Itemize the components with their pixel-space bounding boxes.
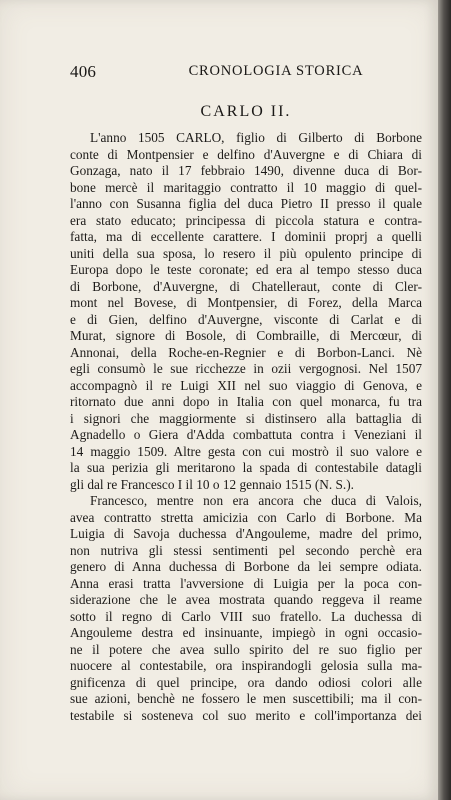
text-line: non nutriva gli stessi sentimenti pel secondo perchè era bbox=[70, 542, 422, 558]
running-head: CRONOLOGIA STORICA bbox=[188, 63, 364, 79]
text-line: conte di Montpensier e delfino d'Auvergne e di Chiara di bbox=[70, 146, 422, 162]
text-line: di Borbone, d'Auvergne, di Chatelleraut, conte di Cler- bbox=[70, 278, 422, 294]
text-line: gnificenza di quel principe, ora dando odiosi colori alle bbox=[70, 674, 422, 690]
text-line: testabile si sosteneva col suo merito e coll'importanza dei bbox=[70, 707, 422, 723]
text-line: sotto il regno di Carlo VIII suo fratello. La duchessa di bbox=[70, 608, 422, 624]
text-line: uniti della sua sposa, lo resero il più opulento principe di bbox=[70, 245, 422, 261]
text-line: Angouleme destra ed insinuante, impiegò in ogni occasio- bbox=[70, 625, 422, 640]
text-line: Anna erasi tratta l'avversione di Luigia per la poca con- bbox=[70, 575, 422, 591]
text-line: bone mercè il maritaggio contratto il 10 maggio di quel- bbox=[70, 179, 422, 195]
page-edge bbox=[438, 0, 451, 800]
text-line: Francesco, mentre non era ancora che duca di Valois, bbox=[90, 493, 422, 508]
text-line: ne il potere che avea sullo spirito del re suo figlio per bbox=[70, 641, 422, 657]
text-line: genero di Anna duchessa di Borbone da lei sempre odiata. bbox=[70, 559, 422, 574]
paragraph-1 bbox=[70, 130, 422, 493]
page-header bbox=[70, 62, 422, 84]
text-line: L'anno 1505 CARLO, figlio di Gilberto di Borbone bbox=[90, 130, 422, 145]
text-line: 14 maggio 1509. Altre gesta con cui mostrò il suo valore e bbox=[70, 443, 422, 459]
text-line: era stato educato; principessa di piccola statura e contra- bbox=[70, 212, 422, 228]
text-line: Agnadello o Giera d'Adda combattuta contra i Veneziani il bbox=[70, 427, 422, 442]
text-line: fatta, ma di eccellente carattere. I dominii proprj a quelli bbox=[70, 229, 422, 244]
text-line: ritornato due anni dopo in Italia con quel monarca, fu tra bbox=[70, 394, 422, 409]
text-line: gli dal re Francesco I il 10 o 12 gennaio 1515 (N. S.). bbox=[70, 476, 354, 492]
text-line: l'anno con Susanna figlia del duca Pietro II presso il quale bbox=[70, 196, 422, 211]
text-line: siderazione che le avea mostrata quando reggeva il reame bbox=[70, 592, 422, 607]
paragraph-2 bbox=[70, 493, 422, 724]
text-line: e di Gien, delfino d'Auvergne, visconte di Carlat e di bbox=[70, 311, 422, 327]
text-line: avea contratto stretta amicizia con Carlo di Borbone. Ma bbox=[70, 509, 422, 525]
text-line: accompagnò il re Luigi XII nel suo viaggio di Genova, e bbox=[70, 377, 422, 393]
chapter-title: CARLO II. bbox=[200, 103, 292, 120]
page-number: 406 bbox=[70, 62, 97, 81]
text-line: i signori che maggiormente si distinsero alla battaglia di bbox=[70, 410, 422, 426]
text-line: Gonzaga, nato il 17 febbraio 1490, divenne duca di Bor- bbox=[70, 163, 422, 178]
text-line: Europa dopo le teste coronate; ed era al tempo stesso duca bbox=[70, 262, 422, 277]
text-line: Annonai, della Roche-en-Regnier e di Borbon-Lanci. Nè bbox=[70, 344, 422, 360]
text-line: sue azioni, benchè ne fossero le men suscettibili; ma il con- bbox=[70, 691, 422, 706]
text-line: nuocere al contestabile, ora inspirandogli gelosia sulla ma- bbox=[70, 658, 422, 673]
text-line: la sua perizia gli meritarono la spada di contestabile datagli bbox=[70, 460, 422, 475]
text-line: Luigia di Savoja duchessa d'Angouleme, madre del primo, bbox=[70, 526, 422, 541]
text-line: egli consumò le sue ricchezze in ozii vergognosi. Nel 1507 bbox=[70, 361, 422, 376]
text-line: Murat, signore di Bosole, di Combraille, di Mercœur, di bbox=[70, 328, 422, 343]
body-text bbox=[70, 130, 422, 724]
text-line: mont nel Bovese, di Montpensier, di Forez, della Marca bbox=[70, 295, 422, 310]
